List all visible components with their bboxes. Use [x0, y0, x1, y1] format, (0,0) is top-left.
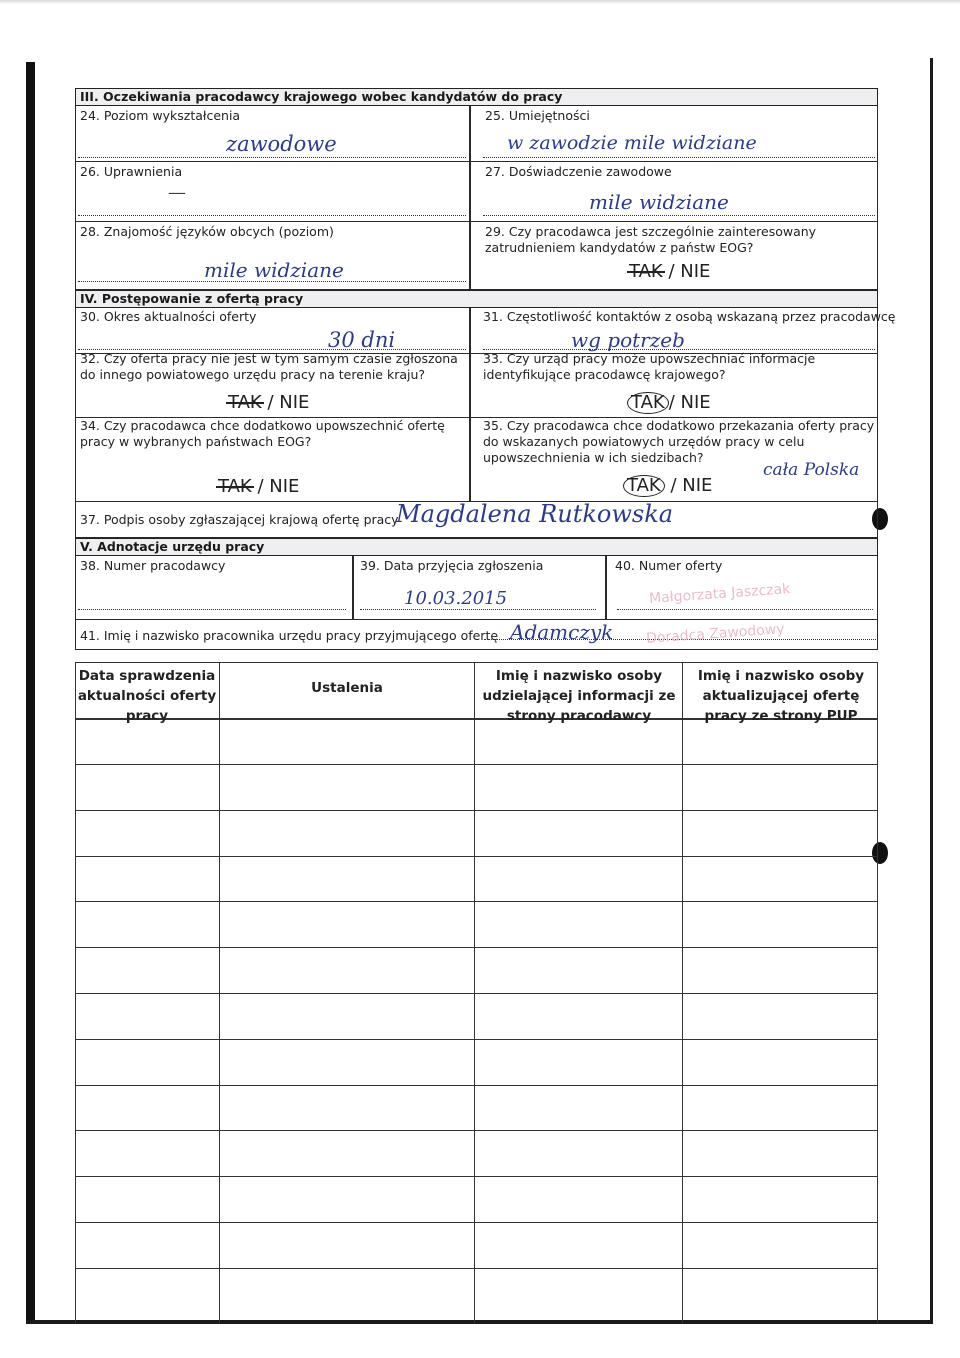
scan-left-border — [26, 62, 35, 1324]
field-25-cell — [470, 106, 878, 162]
field-32-tak-crossed: TAK — [228, 392, 262, 413]
field-25-value[interactable]: w zawodzie mile widziane — [507, 132, 757, 154]
table-row-line — [75, 1130, 878, 1131]
field-37-label: 37. Podpis osoby zgłaszającej krajową ofertę pracy — [80, 512, 399, 527]
table-top-border — [75, 662, 878, 663]
table-row-line — [75, 1176, 878, 1177]
field-32-nie: / NIE — [261, 392, 310, 413]
official-stamp-name: Małgorzata Jaszczak — [648, 581, 791, 607]
table-row-line — [75, 901, 878, 902]
scan-top-edge — [0, 0, 960, 4]
field-41-signature[interactable]: Adamczyk — [510, 620, 614, 644]
scan-right-border — [930, 58, 933, 1324]
table-header-pup-updater: Imię i nazwisko osoby aktualizującej ofertę pracy ze strony PUP — [697, 668, 865, 724]
field-37-cell — [75, 502, 878, 538]
field-35-answer[interactable] — [623, 475, 712, 497]
field-39-cell — [353, 556, 606, 620]
field-29-answer[interactable] — [629, 262, 710, 282]
field-40-dotline — [617, 608, 873, 610]
field-24-cell — [75, 106, 470, 162]
table-row-line — [75, 947, 878, 948]
field-34-tak-crossed: TAK — [218, 476, 252, 497]
section-5-header: V. Adnotacje urzędu pracy — [75, 538, 878, 556]
field-27-value[interactable]: mile widziane — [589, 190, 729, 214]
field-27-cell — [470, 162, 878, 222]
table-header-employer-contact: Imię i nazwisko osoby udzielającej informacji ze strony pracodawcy — [482, 668, 676, 724]
field-41-cell — [75, 620, 878, 650]
field-30-value[interactable]: 30 dni — [328, 328, 396, 352]
field-35-note[interactable]: cała Polska — [763, 460, 860, 480]
field-34-nie: / NIE — [251, 476, 300, 497]
field-29-tak-crossed: TAK — [629, 261, 663, 282]
field-32-answer[interactable] — [228, 393, 309, 413]
field-27-dotline — [483, 214, 875, 216]
field-41-label: 41. Imię i nazwisko pracownika urzędu pracy przyjmującego ofertę — [80, 628, 499, 643]
field-26-label: 26. Uprawnienia — [80, 164, 183, 179]
field-29-nie: / NIE — [662, 261, 711, 282]
table-row-line — [75, 1085, 878, 1086]
table-row-line — [75, 1039, 878, 1040]
field-31-cell — [470, 308, 896, 354]
table-row-line — [75, 764, 878, 765]
field-33-cell — [470, 351, 878, 418]
official-stamp-role: Doradca Zawodowy — [645, 621, 786, 647]
field-31-dotline — [483, 348, 875, 350]
field-30-cell — [75, 308, 470, 354]
table-row-line — [75, 856, 878, 857]
field-40-cell — [606, 556, 878, 620]
field-38-cell — [75, 556, 353, 620]
field-25-dotline — [483, 156, 875, 158]
field-34-answer[interactable] — [218, 477, 299, 497]
field-24-dotline — [78, 156, 466, 158]
section-3-header: III. Oczekiwania pracodawcy krajowego wobec kandydatów do pracy — [75, 88, 878, 106]
field-24-value[interactable]: zawodowe — [226, 132, 337, 156]
field-35-nie: / NIE — [664, 475, 713, 496]
field-30-dotline — [78, 348, 466, 350]
field-35-cell — [470, 418, 878, 502]
field-39-dotline — [360, 608, 596, 610]
field-33-label: 33. Czy urząd pracy może upowszechniać informacje identyfikujące pracodawcę krajowego? — [483, 351, 816, 382]
field-27-label: 27. Doświadczenie zawodowe — [485, 164, 672, 179]
field-29-cell — [470, 222, 878, 290]
field-40-label: 40. Numer oferty — [615, 558, 723, 573]
field-32-label: 32. Czy oferta pracy nie jest w tym samym czasie zgłoszona do innego powiatowego urzędu pracy na terenie kraju? — [80, 351, 458, 382]
field-39-label: 39. Data przyjęcia zgłoszenia — [360, 558, 544, 573]
field-28-value[interactable]: mile widziane — [204, 258, 344, 282]
table-row-line — [75, 810, 878, 811]
field-30-label: 30. Okres aktualności oferty — [80, 309, 257, 324]
field-26-value[interactable]: — — [168, 182, 186, 203]
table-row-line — [75, 1268, 878, 1269]
field-33-tak-circled: TAK — [627, 392, 669, 414]
field-39-value[interactable]: 10.03.2015 — [404, 588, 508, 609]
field-31-value[interactable]: wg potrzeb — [571, 328, 685, 352]
field-28-label: 28. Znajomość języków obcych (poziom) — [80, 224, 334, 239]
section-4-header: IV. Postępowanie z ofertą pracy — [75, 290, 878, 308]
table-row-line — [75, 1222, 878, 1223]
table-header-findings: Ustalenia — [311, 680, 383, 696]
field-33-nie: / NIE — [668, 392, 711, 413]
field-32-cell — [75, 351, 470, 418]
field-35-tak-circled: TAK — [623, 475, 665, 497]
field-25-label: 25. Umiejętności — [485, 108, 590, 123]
field-34-cell — [75, 418, 470, 502]
field-26-cell — [75, 162, 470, 222]
table-header-check-date: Data sprawdzenia aktualności oferty pracy — [77, 668, 217, 724]
field-26-dotline — [78, 214, 466, 216]
field-24-label: 24. Poziom wykształcenia — [80, 108, 241, 123]
field-29-label: 29. Czy pracodawca jest szczególnie zainteresowany zatrudnieniem kandydatów z państw EOG? — [485, 224, 817, 255]
field-37-signature[interactable]: Magdalena Rutkowska — [396, 500, 674, 528]
field-35-label: 35. Czy pracodawca chce dodatkowo przekazania oferty pracy do wskazanych powiatowych urzędów pracy w celu upowszechnienia w ich siedzibach? — [483, 418, 875, 465]
field-34-label: 34. Czy pracodawca chce dodatkowo upowszechnić ofertę pracy w wybranych państwach EOG? — [80, 418, 445, 449]
field-28-cell — [75, 222, 470, 290]
table-row-line — [75, 993, 878, 994]
job-offer-form-page — [75, 88, 896, 1324]
field-28-dotline — [78, 280, 466, 282]
field-33-answer[interactable] — [627, 392, 711, 414]
field-38-dotline — [78, 608, 346, 610]
field-31-label: 31. Częstotliwość kontaktów z osobą wskazaną przez pracodawcę — [483, 309, 896, 324]
field-38-label: 38. Numer pracodawcy — [80, 558, 226, 573]
